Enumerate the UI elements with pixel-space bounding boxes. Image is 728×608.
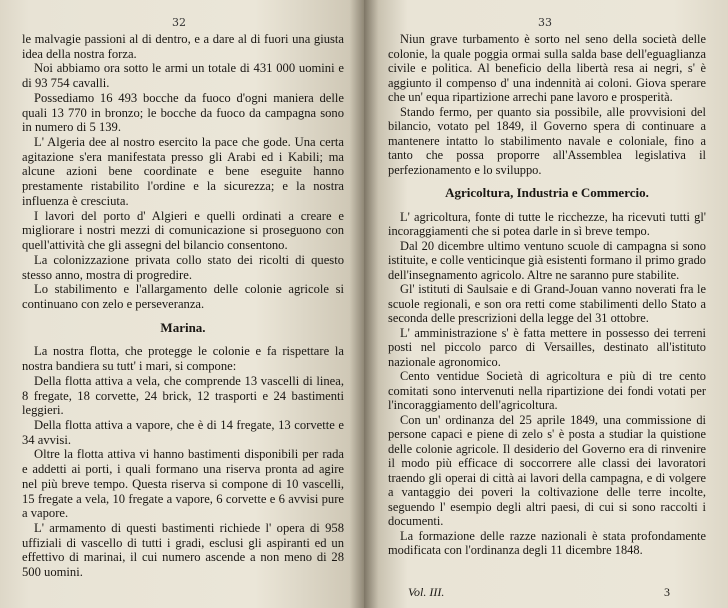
paragraph: L' armamento di questi bastimenti richiede l' opera di 958 uffiziali di vascello di tutti i gradi, esclusi gli aspiranti ed un effettivo di marinai, il cui numero ascende a non meno di 28 500 uomini. xyxy=(22,521,344,580)
paragraph: Possediamo 16 493 bocche da fuoco d'ogni maniera delle quali 13 770 in bronzo; le bocche da fuoco da campagna sono in numero di 5 139. xyxy=(22,90,344,135)
section-heading: Agricoltura, Industria e Commercio. xyxy=(445,185,649,200)
paragraph: La colonizzazione privata collo stato dei ricolti di questo stesso anno, mostra di progredire. xyxy=(22,252,344,282)
paragraph: Cento ventidue Società di agricoltura e più di tre cento comitati sono intervenuti nella ripartizione dei fondi votati per l'incoraggiamento dell'agricoltura. xyxy=(388,369,706,412)
paragraph: L' agricoltura, fonte di tutte le ricchezze, ha ricevuti tutti gl' incoraggiamenti che si potea darle in sì breve tempo. xyxy=(388,209,706,238)
paragraph: Della flotta attiva a vela, che comprende 13 vascelli di linea, 8 fregate, 18 corvette, 24 brick, 12 trasporti e 24 bastimenti leggieri. xyxy=(22,373,344,418)
page-text xyxy=(388,32,706,558)
paragraph: Oltre la flotta attiva vi hanno bastimenti disponibili per rada e addetti ai porti, i quali formano una riserva pronta ad agire nel più breve tempo. Questa riserva si compone di 10 vascelli, 15 fregate a vela, 10 fregate a vapore, 6 corvette e 6 avvisi pure a vapore. xyxy=(22,447,344,521)
paragraph: Noi abbiamo ora sotto le armi un totale di 431 000 uomini e di 93 754 cavalli. xyxy=(22,61,344,91)
paragraph: Con un' ordinanza del 25 aprile 1849, una commissione di persone capaci e piene di zelo s' è posta a studiar la quistione delle colonie agricole. Il desiderio del Governo era di rinvenire il modo più efficace di soccorrere alle classi dei lavoratori traendo gli operai di città ai lavori della campagna, e di volgere a vantaggio dei poveri la coltivazione delle terre incolte, seguendo l' esempio degli altri paesi, di cui si sono raccolti i documenti. xyxy=(388,412,706,528)
paragraph: L' Algeria dee al nostro esercito la pace che gode. Una certa agitazione s'era manifestata presso gli Arabi ed i Kabili; ma alcune azioni bene coordinate e bene eseguite hanno prestamente ristabilito l'ordine e la sicurezza; e la nostra influenza è cresciuta. xyxy=(22,135,344,208)
signature-mark: 3 xyxy=(664,585,670,599)
paragraph: Dal 20 dicembre ultimo ventuno scuole di campagna si sono istituite, e colle venticinque già esistenti formano il primo grado dell'insegnamento agricolo. Altre ne saranno pure stabilite. xyxy=(388,238,706,282)
paragraph: Niun grave turbamento è sorto nel seno della società delle colonie, la quale poggia ormai sulla salda base dell'eguaglianza civile e politica. Al beneficio della libertà resa ai negri, s' è aggiunto il compenso d' una indennità ai coloni. Giova sperare che un' equa ripartizione arrechi pane lavoro e prosperità. xyxy=(388,32,706,104)
page-number: 32 xyxy=(172,16,186,29)
paragraph: L' amministrazione s' è fatta mettere in possesso dei terreni posti nel piccolo parco di Versailles, destinato all'istituto nazionale agronomico. xyxy=(388,325,706,369)
paragraph: Stando fermo, per quanto sia possibile, alle provvisioni del bilancio, votato pel 1849, il Governo spera di continuare a mantenere intatto lo stabilimento navale e coloniale, fino a tanto che possa proporre all'Assemblea legislativa il perfezionamento e lo sviluppo. xyxy=(388,104,706,177)
right-page xyxy=(364,0,728,608)
page-number: 33 xyxy=(538,16,552,29)
paragraph: La formazione delle razze nazionali è stata profondamente modificata con l'ordinanza degli 11 dicembre 1848. xyxy=(388,528,706,557)
page-text xyxy=(22,32,344,580)
paragraph: I lavori del porto d' Algieri e quelli ordinati a creare e migliorare i nostri mezzi di comunicazione si proseguono con quell'attività che gli assegni del bilancio consentono. xyxy=(22,208,344,253)
paragraph: le malvagie passioni al di dentro, e a dare al di fuori una giusta idea della nostra forza. xyxy=(22,32,344,61)
paragraph: Gl' istituti di Saulsaie e di Grand-Jouan vanno noverati fra le scuole regionali, e son ora retti come stabilimenti dello Stato a seconda delle prescrizioni della legge del 31 ottobre. xyxy=(388,282,706,325)
volume-footer: Vol. III. xyxy=(408,585,445,599)
section-heading: Marina. xyxy=(160,319,206,335)
paragraph: La nostra flotta, che protegge le colonie e fa rispettare la nostra bandiera su tutt' i mari, si compone: xyxy=(22,344,344,374)
paragraph: Lo stabilimento e l'allargamento delle colonie agricole si continuano con zelo e perseveranza. xyxy=(22,282,344,311)
paragraph: Della flotta attiva a vapore, che è di 14 fregate, 13 corvette e 34 avvisi. xyxy=(22,417,344,447)
